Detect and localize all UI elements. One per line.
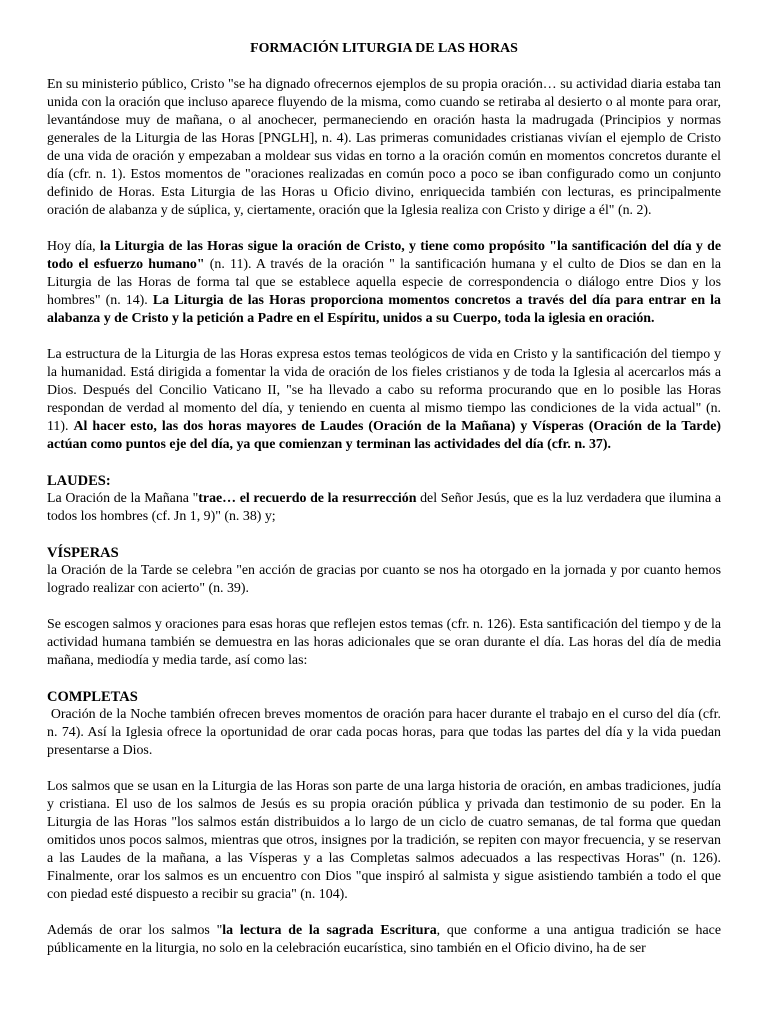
text-run: del Señor Jesús, que es la luz verdadera que ilumina a todos los hombres (cf. Jn 1, 9)" (n. 38) y; xyxy=(47,491,722,524)
bold-run: la lectura de la sagrada Escritura xyxy=(222,923,437,938)
paragraph-psalms: Los salmos que se usan en la Liturgia de las Horas son parte de una larga historia de oración, en ambas tradiciones, judía y cristiana. El uso de los salmos de Jesús es su propia oración pública y privada dan testimonio de su poder. En la Liturgia de las Horas "los salmos están distribuidos a lo largo de un ciclo de cuatro semanas, de tal forma que quedan omitidos unos pocos salmos, mientras que otros, insignes por la tradición, se repiten con mayor frecuencia, y se reservan a las Laudes de la mañana, a las Vísperas y a las Completas salmos adecuados a las respectivas Horas" (n. 126). Finalmente, orar los salmos es un encuentro con Dios "que inspiró al salmista y sigue asistiendo también a todo el que con piedad esté dispuesto a recibir su gracia" (n. 104). xyxy=(47,779,721,902)
text-run: La Oración de la Mañana " xyxy=(47,491,199,506)
bold-run: Al hacer esto, las dos horas mayores de Laudes (Oración de la Mañana) y Vísperas (Oración de la Tarde) actúan como puntos eje del día, ya que comienzan y terminan las actividades del día (cfr. n. 37). xyxy=(47,419,721,452)
paragraph-structure xyxy=(47,346,721,454)
text-run: (n. 11). A través de la oración " la santificación humana y el culto de Dios se dan en la Liturgia de las Horas de forma tal que se establece aquella especie de correspondencia o diálogo entre Dios y los hombres" (n. 14). xyxy=(47,257,721,308)
text-run: Además de orar los salmos " xyxy=(47,923,223,938)
bold-run: trae… el recuerdo de la resurrección xyxy=(198,491,417,506)
paragraph-intro: En su ministerio público, Cristo "se ha dignado ofrecernos ejemplos de su propia oración… su actividad diaria estaba tan unida con la oración que incluso aparece fluyendo de la misma, como cuando se retiraba al desierto o al monte para orar, levantándose muy de mañana, o al anochecer, permaneciendo en oración hasta la madrugada (Principios y normas generales de la Liturgia de las Horas [PNGLH], n. 4). Las primeras comunidades cristianas vivían el ejemplo de Cristo de una vida de oración y empezaban a moldear sus vidas en torno a la oración común en momentos concretos durante el día (cfr. n. 1). Estos momentos de "oraciones realizadas en común poco a poco se iban configurado como un conjunto definido de Horas. Esta Liturgia de las Horas u Oficio divino, enriquecida también con lecturas, es principalmente oración de alabanza y de súplica, y, ciertamente, oración que la Iglesia realiza con Cristo y dirige a él" (n. 2). xyxy=(47,77,721,218)
section-heading-visperas: VÍSPERAS xyxy=(47,545,119,561)
text-run: La estructura de la Liturgia de las Horas expresa estos temas teológicos de vida en Cristo y la santificación del tiempo y la humanidad. Está dirigida a fomentar la vida de oración de los fieles cristianos y de toda la Iglesia al acercarlos más a Dios. Después del Concilio Vaticano II, "se ha llevado a cabo su reforma procurando que en lo posible las Horas respondan de verdad al momento del día, y teniendo en cuenta al mismo tiempo las condiciones de la vida actual" (n. 11). xyxy=(47,347,721,434)
section-body-laudes xyxy=(47,490,721,526)
paragraph-hours: Se escogen salmos y oraciones para esas horas que reflejen estos temas (cfr. n. 126). Esta santificación del tiempo y de la actividad humana también se demuestra en las horas adicionales que se oran durante el día. Las horas del día de media mañana, mediodía y media tarde, así como las: xyxy=(47,617,721,668)
section-heading-completas: COMPLETAS xyxy=(47,689,138,705)
bold-run: La Liturgia de las Horas proporciona momentos concretos a través del día para entrar en la alabanza y de Cristo y la petición a Padre en el Espíritu, unidos a su Cuerpo, toda la iglesia en oración. xyxy=(47,293,721,326)
section-body-completas: Oración de la Noche también ofrecen breves momentos de oración para hacer durante el trabajo en el curso del día (cfr. n. 74). Así la Iglesia ofrece la oportunidad de orar cada pocas horas, para que todas las partes del día y la vida puedan presentarse a Dios. xyxy=(47,707,725,758)
paragraph-purpose xyxy=(47,238,721,328)
text-run: Hoy día, xyxy=(47,239,100,254)
paragraph-scripture xyxy=(47,922,721,958)
bold-run: la Liturgia de las Horas sigue la oración de Cristo, y tiene como propósito "la santificación del día y de todo el esfuerzo humano" xyxy=(47,239,721,272)
text-run: , que conforme a una antigua tradición se hace públicamente en la liturgia, no solo en la celebración eucarística, sino también en el Oficio divino, ha de ser xyxy=(47,923,721,956)
section-body-visperas: la Oración de la Tarde se celebra "en acción de gracias por cuanto se nos ha otorgado en la jornada y por cuanto hemos logrado realizar con acierto" (n. 39). xyxy=(47,563,721,596)
document-title: FORMACIÓN LITURGIA DE LAS HORAS xyxy=(250,41,518,56)
section-heading-laudes: LAUDES: xyxy=(47,473,111,489)
